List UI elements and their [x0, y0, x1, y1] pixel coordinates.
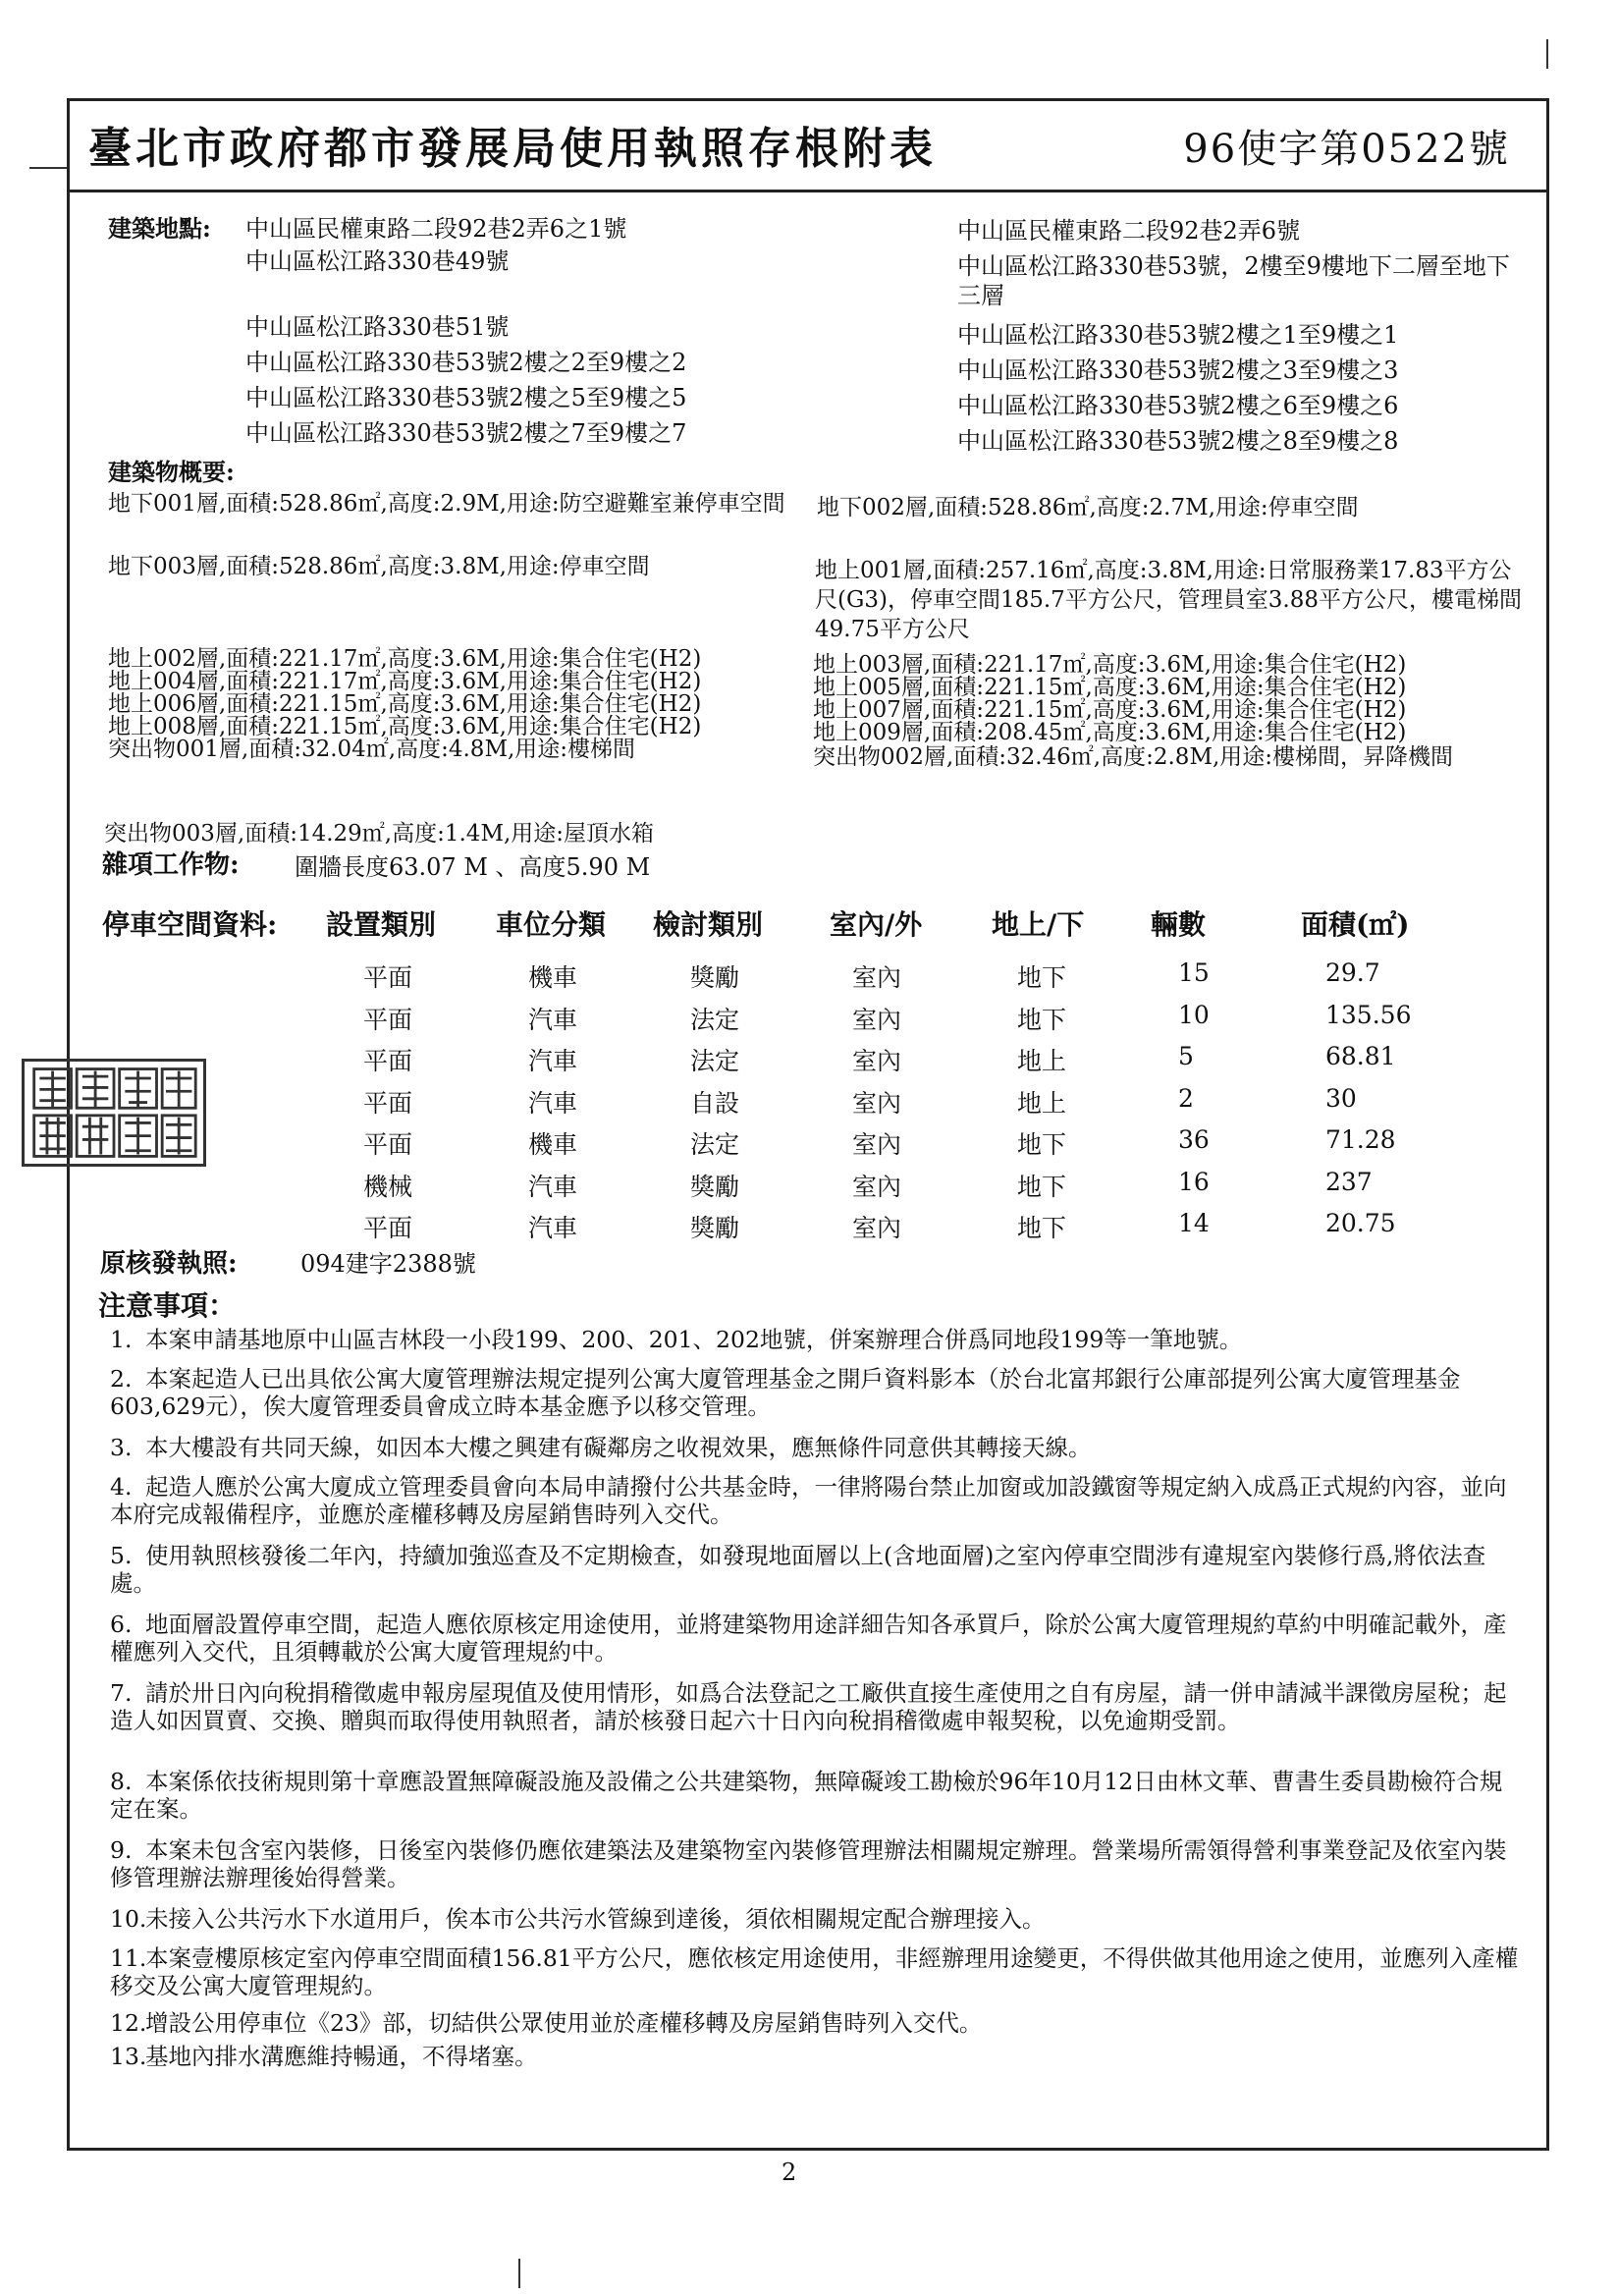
site-right-2: 中山區松江路330巷53號，2樓至9樓地下二層至地下三層 — [957, 252, 1510, 309]
permit-number: 96使字第0522號 — [1183, 127, 1510, 172]
original-label: 原核發執照: — [100, 1249, 238, 1279]
note-text: 基地內排水溝應維持暢通，不得堵塞。 — [145, 2043, 538, 2070]
scan-mark-top-left — [29, 167, 69, 169]
floor-b2: 地下002層,面積:528.86㎡,高度:2.7M,用途:停車空間 — [817, 495, 1359, 520]
note-item: 12.增設公用停車位《23》部，切結供公眾使用並於產權移轉及房屋銷售時列入交代。 — [110, 2009, 983, 2037]
floor-b1: 地下001層,面積:528.86㎡,高度:2.9M,用途:防空避難室兼停車空間 — [108, 491, 785, 517]
note-text: 本案壹樓原核定室內停車空間面積156.81平方公尺，應依核定用途使用，非經辦理用途變更，不得供做其他用途之使用，並應列入產權移交及公寓大廈管理規約。 — [110, 1944, 1519, 1999]
parking-cell-area: 29.7 — [1325, 958, 1380, 987]
note-item: 11.本案壹樓原核定室內停車空間面積156.81平方公尺，應依核定用途使用，非經辦理用途變更，不得供做其他用途之使用，並應列入產權移交及公寓大廈管理規約。 — [110, 1944, 1519, 1999]
parking-cell-vehicle: 汽車 — [528, 1047, 578, 1075]
parking-cell-area: 20.75 — [1325, 1209, 1396, 1237]
parking-cell-area: 135.56 — [1325, 1000, 1412, 1029]
note-text: 本大樓設有共同天線，如因本大樓之興建有礙鄰房之收視效果，應無條件同意供其轉接天線。 — [145, 1434, 1092, 1461]
site-left-2: 中山區松江路330巷49號 — [245, 247, 510, 275]
parking-cell-type: 機械 — [363, 1172, 413, 1201]
floor-right-3: 地上007層,面積:221.15㎡,高度:3.6M,用途:集合住宅(H2) — [813, 697, 1407, 723]
site-label: 建築地點: — [108, 214, 211, 243]
site-left-1: 中山區民權東路二段92巷2弄6之1號 — [245, 215, 627, 243]
parking-cell-type: 平面 — [363, 1088, 413, 1118]
parking-cell-review: 法定 — [690, 1005, 740, 1034]
document-title: 臺北市政府都市發展局使用執照存根附表 — [88, 124, 937, 174]
parking-label: 停車空間資料: — [102, 908, 278, 941]
notes-title: 注意事項： — [98, 1289, 237, 1322]
parking-cell-review: 獎勵 — [690, 1172, 740, 1201]
site-right-3: 中山區松江路330巷53號2樓之1至9樓之1 — [957, 321, 1399, 349]
parking-cell-type: 平面 — [363, 1047, 413, 1075]
parking-header-review: 檢討類別 — [653, 908, 764, 941]
site-left-6: 中山區松江路330巷53號2樓之7至9樓之7 — [245, 419, 687, 447]
parking-cell-review: 獎勵 — [690, 1214, 740, 1242]
parking-cell-review: 獎勵 — [690, 963, 740, 992]
parking-cell-level: 地上 — [1017, 1047, 1067, 1075]
parking-header-count: 輛數 — [1151, 908, 1207, 941]
floor-left-2: 地上004層,面積:221.17㎡,高度:3.6M,用途:集合住宅(H2) — [108, 669, 702, 694]
misc-label: 雜項工作物: — [102, 850, 240, 880]
floor-right-1: 地上003層,面積:221.17㎡,高度:3.6M,用途:集合住宅(H2) — [813, 652, 1407, 678]
parking-cell-inout: 室內 — [852, 1005, 902, 1034]
parking-cell-vehicle: 汽車 — [528, 1005, 578, 1034]
note-item: 3. 本大樓設有共同天線，如因本大樓之興建有礙鄰房之收視效果，應無條件同意供其轉接天線。 — [110, 1434, 1092, 1461]
parking-cell-count: 36 — [1178, 1125, 1210, 1154]
site-right-4: 中山區松江路330巷53號2樓之3至9樓之3 — [957, 356, 1399, 384]
parking-cell-count: 5 — [1178, 1042, 1194, 1070]
note-item: 7. 請於卅日內向稅捐稽徵處申報房屋現值及使用情形，如爲合法登記之工廠供直接生產使用之自有房屋，請一併申請減半課徵房屋稅；起造人如因買賣、交換、贈與而取得使用執照者，請於核發日起六十日內向稅捐稽徵處申報契稅，以免逾期受罰。 — [110, 1679, 1507, 1734]
scan-mark-top-right — [1546, 39, 1548, 69]
note-text: 本案申請基地原中山區吉林段一小段199、200、201、202地號，併案辦理合併爲同地段199等一筆地號。 — [145, 1326, 1243, 1353]
note-text: 地面層設置停車空間，起造人應依原核定用途使用，並將建築物用途詳細告知各承買戶，除於公寓大廈管理規約草約中明確記載外，產權應列入交代，且須轉載於公寓大廈管理規約中。 — [110, 1611, 1507, 1666]
parking-cell-vehicle: 汽車 — [528, 1088, 578, 1118]
parking-cell-level: 地下 — [1017, 1214, 1067, 1242]
original-value: 094建字2388號 — [300, 1250, 476, 1278]
note-item: 4. 起造人應於公寓大廈成立管理委員會向本局申請撥付公共基金時，一律將陽台禁止加窗或加設鐵窗等規定納入成爲正式規約內容，並向本府完成報備程序，並應於產權移轉及房屋銷售時列入交代。 — [110, 1473, 1507, 1528]
parking-cell-area: 71.28 — [1325, 1125, 1396, 1154]
floor-right-2: 地上005層,面積:221.15㎡,高度:3.6M,用途:集合住宅(H2) — [813, 675, 1407, 700]
floor-p3: 突出物003層,面積:14.29㎡,高度:1.4M,用途:屋頂水箱 — [104, 821, 655, 847]
parking-cell-review: 自設 — [690, 1088, 740, 1118]
parking-header-level: 地上/下 — [992, 908, 1085, 941]
official-seal-stamp — [22, 1059, 206, 1167]
note-item: 8. 本案係依技術規則第十章應設置無障礙設施及設備之公共建築物，無障礙竣工勘檢於96年10月12日由林文華、曹書生委員勘檢符合規定在案。 — [110, 1768, 1503, 1823]
site-left-5: 中山區松江路330巷53號2樓之5至9樓之5 — [245, 384, 687, 411]
parking-cell-vehicle: 汽車 — [528, 1172, 578, 1201]
note-text: 本案起造人已出具依公寓大廈管理辦法規定提列公寓大廈管理基金之開戶資料影本（於台北富邦銀行公庫部提列公寓大廈管理基金 603,629元），俟大廈管理委員會成立時本基金應予以移交管理。 — [110, 1365, 1461, 1420]
parking-cell-count: 2 — [1178, 1083, 1194, 1113]
parking-cell-inout: 室內 — [852, 1172, 902, 1201]
parking-cell-count: 15 — [1178, 958, 1210, 987]
parking-cell-area: 237 — [1325, 1167, 1373, 1196]
parking-cell-count: 16 — [1178, 1167, 1210, 1196]
parking-cell-area: 68.81 — [1325, 1042, 1396, 1070]
parking-cell-level: 地下 — [1017, 1172, 1067, 1201]
parking-header-inout: 室內/外 — [830, 908, 923, 941]
page-number: 2 — [782, 2159, 797, 2186]
note-item: 6. 地面層設置停車空間，起造人應依原核定用途使用，並將建築物用途詳細告知各承買戶，除於公寓大廈管理規約草約中明確記載外，產權應列入交代，且須轉載於公寓大廈管理規約中。 — [110, 1611, 1507, 1666]
note-text: 起造人應於公寓大廈成立管理委員會向本局申請撥付公共基金時，一律將陽台禁止加窗或加設鐵窗等規定納入成爲正式規約內容，並向本府完成報備程序，並應於產權移轉及房屋銷售時列入交代。 — [110, 1473, 1507, 1528]
parking-cell-count: 10 — [1178, 1000, 1210, 1029]
note-text: 使用執照核發後二年內，持續加強巡查及不定期檢查，如發現地面層以上(含地面層)之室內停車空間涉有違規室內裝修行爲,將依法查處。 — [110, 1542, 1486, 1597]
parking-cell-type: 平面 — [363, 1005, 413, 1034]
site-left-3: 中山區松江路330巷51號 — [245, 313, 510, 341]
site-right-5: 中山區松江路330巷53號2樓之6至9樓之6 — [957, 392, 1399, 419]
note-item: 13.基地內排水溝應維持暢通，不得堵塞。 — [110, 2043, 538, 2070]
site-left-4: 中山區松江路330巷53號2樓之2至9樓之2 — [245, 349, 687, 376]
parking-cell-level: 地下 — [1017, 1130, 1067, 1159]
parking-cell-inout: 室內 — [852, 1088, 902, 1118]
site-right-1: 中山區民權東路二段92巷2弄6號 — [957, 217, 1301, 245]
parking-header-type: 設置類別 — [326, 908, 437, 941]
parking-cell-vehicle: 汽車 — [528, 1214, 578, 1242]
note-item: 5. 使用執照核發後二年內，持續加強巡查及不定期檢查，如發現地面層以上(含地面層)之室內停車空間涉有違規室內裝修行爲,將依法查處。 — [110, 1542, 1486, 1597]
misc-value: 圍牆長度63.07 M 、高度5.90 M — [295, 853, 651, 881]
note-text: 未接入公共污水下水道用戶，俟本市公共污水管線到達後，須依相關規定配合辦理接入。 — [145, 1905, 1046, 1933]
parking-cell-level: 地下 — [1017, 1005, 1067, 1034]
parking-cell-review: 法定 — [690, 1130, 740, 1159]
parking-cell-inout: 室內 — [852, 1047, 902, 1075]
parking-header-area: 面積(㎡) — [1301, 908, 1410, 941]
parking-cell-inout: 室內 — [852, 963, 902, 992]
note-item: 10.未接入公共污水下水道用戶，俟本市公共污水管線到達後，須依相關規定配合辦理接入。 — [110, 1905, 1046, 1933]
building-label: 建築物概要: — [108, 458, 235, 486]
note-item: 1. 本案申請基地原中山區吉林段一小段199、200、201、202地號，併案辦理合併爲同地段199等一筆地號。 — [110, 1326, 1243, 1353]
parking-cell-level: 地下 — [1017, 963, 1067, 992]
floor-left-3: 地上006層,面積:221.15㎡,高度:3.6M,用途:集合住宅(H2) — [108, 691, 702, 717]
parking-cell-review: 法定 — [690, 1047, 740, 1075]
parking-cell-inout: 室內 — [852, 1214, 902, 1242]
parking-cell-area: 30 — [1325, 1083, 1357, 1113]
note-text: 增設公用停車位《23》部，切結供公眾使用並於產權移轉及房屋銷售時列入交代。 — [145, 2009, 983, 2037]
note-text: 本案未包含室內裝修，日後室內裝修仍應依建築法及建築物室內裝修管理辦法相關規定辦理。營業場所需領得營利事業登記及依室內裝修管理辦法辦理後始得營業。 — [110, 1836, 1507, 1891]
parking-cell-vehicle: 機車 — [528, 1130, 578, 1159]
floor-left-4: 地上008層,面積:221.15㎡,高度:3.6M,用途:集合住宅(H2) — [108, 714, 702, 739]
note-item: 9. 本案未包含室內裝修，日後室內裝修仍應依建築法及建築物室內裝修管理辦法相關規定辦理。營業場所需領得營利事業登記及依室內裝修管理辦法辦理後始得營業。 — [110, 1836, 1507, 1891]
parking-cell-level: 地上 — [1017, 1088, 1067, 1118]
floor-right-5: 突出物002層,面積:32.46㎡,高度:2.8M,用途:樓梯間，昇降機間 — [813, 744, 1454, 770]
note-text: 請於卅日內向稅捐稽徵處申報房屋現值及使用情形，如爲合法登記之工廠供直接生產使用之自有房屋，請一併申請減半課徵房屋稅；起造人如因買賣、交換、贈與而取得使用執照者，請於核發日起六十日內向稅捐稽徵處申報契稅，以免逾期受罰。 — [110, 1679, 1507, 1734]
parking-cell-type: 平面 — [363, 963, 413, 992]
site-right-6: 中山區松江路330巷53號2樓之8至9樓之8 — [957, 427, 1399, 455]
floor-left-1: 地上002層,面積:221.17㎡,高度:3.6M,用途:集合住宅(H2) — [108, 646, 702, 672]
parking-cell-count: 14 — [1178, 1209, 1210, 1237]
scan-mark-bottom — [518, 2259, 520, 2288]
note-text: 本案係依技術規則第十章應設置無障礙設施及設備之公共建築物，無障礙竣工勘檢於96年10月12日由林文華、曹書生委員勘檢符合規定在案。 — [110, 1768, 1503, 1823]
parking-cell-type: 平面 — [363, 1130, 413, 1159]
parking-header-vehicle: 車位分類 — [496, 908, 607, 941]
floor-1f: 地上001層,面積:257.16㎡,高度:3.8M,用途:日常服務業17.83平方公尺(G3)，停車空間185.7平方公尺，管理員室3.88平方公尺，樓電梯間49.75平方公尺 — [815, 558, 1523, 642]
parking-cell-vehicle: 機車 — [528, 963, 578, 992]
floor-left-5: 突出物001層,面積:32.04㎡,高度:4.8M,用途:樓梯間 — [108, 737, 636, 762]
floor-right-4: 地上009層,面積:208.45㎡,高度:3.6M,用途:集合住宅(H2) — [813, 720, 1407, 745]
parking-cell-type: 平面 — [363, 1214, 413, 1242]
floor-b3: 地下003層,面積:528.86㎡,高度:3.8M,用途:停車空間 — [108, 554, 650, 579]
note-item: 2. 本案起造人已出具依公寓大廈管理辦法規定提列公寓大廈管理基金之開戶資料影本（於台北富邦銀行公庫部提列公寓大廈管理基金 603,629元），俟大廈管理委員會成立時本基金應予以移交管理。 — [110, 1365, 1461, 1420]
parking-cell-inout: 室內 — [852, 1130, 902, 1159]
